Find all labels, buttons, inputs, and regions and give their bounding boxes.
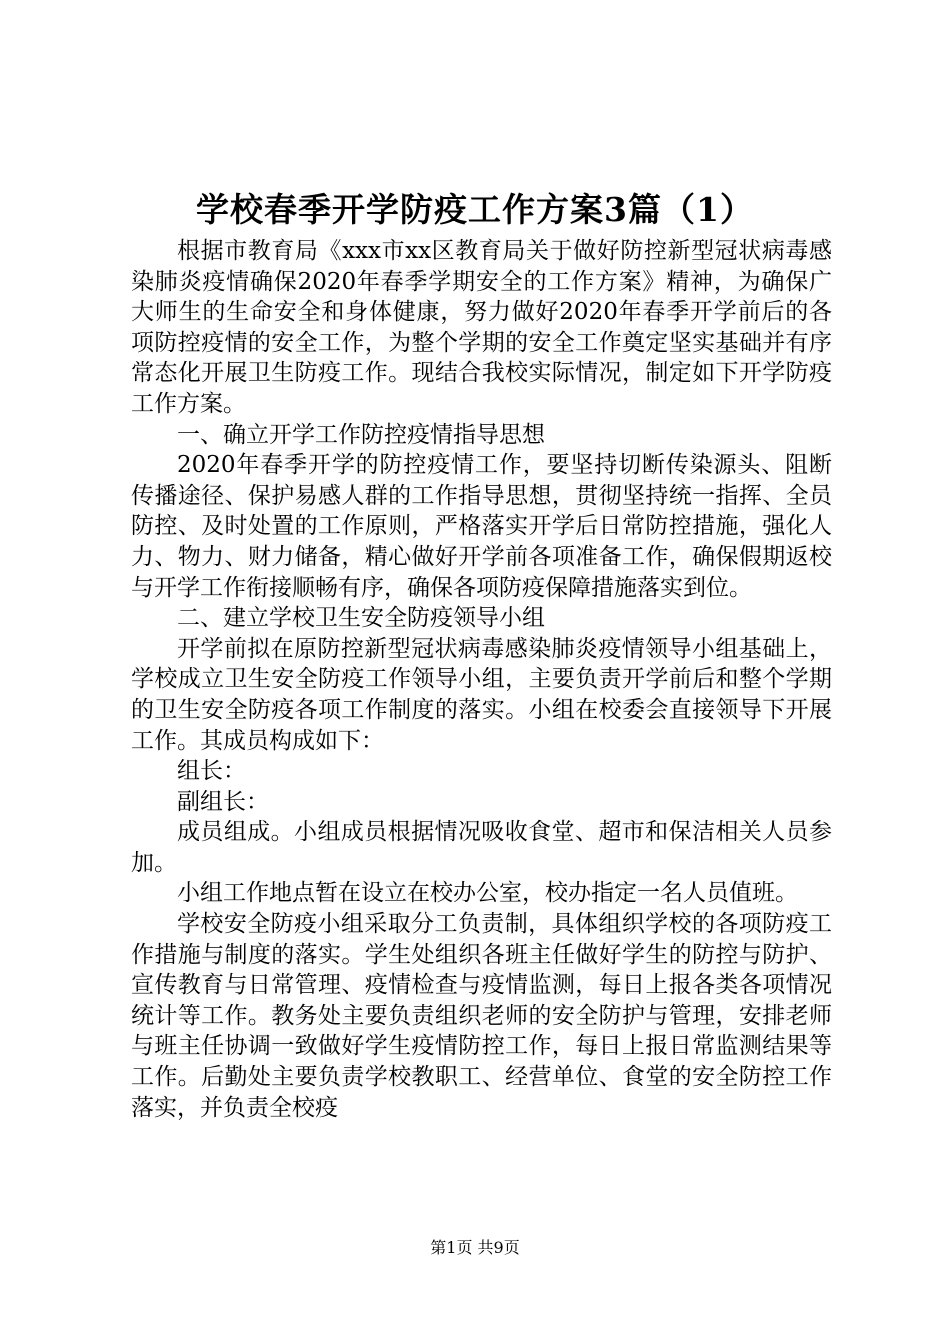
paragraph-members: 成员组成。小组成员根据情况吸收食堂、超市和保洁相关人员参加。 xyxy=(131,819,832,876)
paragraph-intro: 根据市教育局《xxx市xx区教育局关于做好防控新型冠状病毒感染肺炎疫情确保2020年春季学期安全的工作方案》精神，为确保广大师生的生命安全和身体健康，努力做好2020年春季开学前后的各项防控疫情的安全工作，为整个学期的安全工作奠定坚实基础并有序常态化开展卫生防疫工作。现结合我校实际情况，制定如下开学防疫工作方案。 xyxy=(131,238,832,417)
paragraph-office-location: 小组工作地点暂在设立在校办公室，校办指定一名人员值班。 xyxy=(177,880,798,907)
section-heading-1: 一、确立开学工作防控疫情指导思想 xyxy=(177,421,545,448)
paragraph-responsibilities: 学校安全防疫小组采取分工负责制，具体组织学校的各项防疫工作措施与制度的落实。学生处组织各班主任做好学生的防控与防护、宣传教育与日常管理、疫情检查与疫情监测，每日上报各类各项情况统计等工作。教务处主要负责组织老师的安全防护与管理，安排老师与班主任协调一致做好学生疫情防控工作，每日上报日常监测结果等工作。后勤处主要负责学校教职工、经营单位、食堂的安全防控工作落实，并负责全校疫 xyxy=(131,911,832,1121)
paragraph-guiding-principle: 2020年春季开学的防控疫情工作，要坚持切断传染源头、阻断传播途径、保护易感人群的工作指导思想，贯彻坚持统一指挥、全员防控、及时处置的工作原则，严格落实开学后日常防控措施，强化人力、物力、财力储备，精心做好开学前各项准备工作，确保假期返校与开学工作衔接顺畅有序，确保各项防疫保障措施落实到位。 xyxy=(131,452,832,601)
page-footer: 第1页 共9页 xyxy=(430,1238,520,1257)
document-body xyxy=(131,236,832,1123)
paragraph-deputy-leader: 副组长： xyxy=(177,788,269,815)
paragraph-group-leader: 组长： xyxy=(177,758,246,785)
document-title: 学校春季开学防疫工作方案3篇（1） xyxy=(196,190,754,229)
paragraph-leadership-group: 开学前拟在原防控新型冠状病毒感染肺炎疫情领导小组基础上，学校成立卫生安全防疫工作领导小组，主要负责开学前后和整个学期的卫生安全防疫各项工作制度的落实。小组在校委会直接领导下开展工作。其成员构成如下： xyxy=(131,635,832,754)
section-heading-2: 二、建立学校卫生安全防疫领导小组 xyxy=(177,605,545,632)
